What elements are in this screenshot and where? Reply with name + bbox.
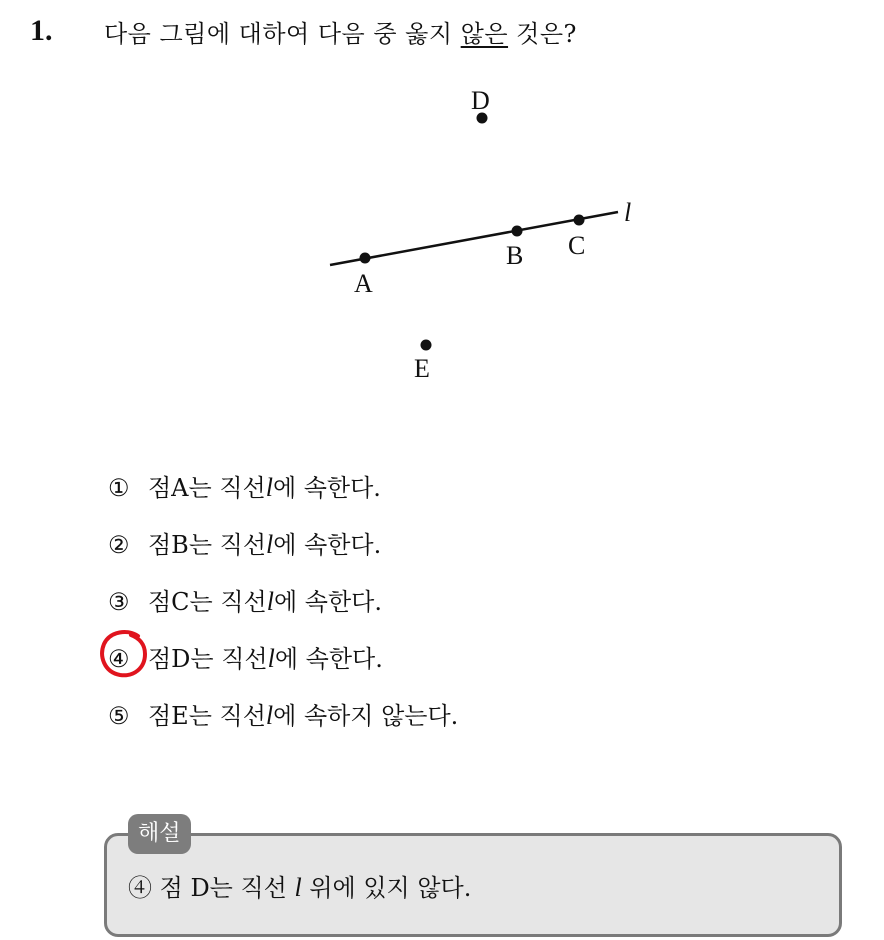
point-d-label: D	[471, 86, 490, 115]
point-c	[574, 215, 585, 226]
solution-variable: l	[294, 873, 302, 902]
choice-text: 점B는 직선	[148, 531, 267, 559]
question-text-underlined: 않은	[460, 20, 509, 48]
point-e	[421, 340, 432, 351]
choice-text: 점D는 직선	[148, 645, 268, 673]
point-a-label: A	[354, 269, 373, 298]
choice-variable: l	[266, 530, 274, 559]
choice-1[interactable]	[108, 470, 381, 506]
solution-text-start: ④ 점 D는 직선	[128, 874, 295, 902]
choice-text-end: 에 속한다.	[273, 531, 382, 559]
choice-number: ①	[108, 474, 130, 502]
choice-variable: l	[265, 701, 274, 730]
solution-text-end: 위에 있지 않다.	[301, 874, 472, 902]
answer-circle-mark	[98, 628, 150, 680]
choice-text: 점A는 직선	[148, 474, 266, 502]
choice-number: ④	[108, 645, 130, 673]
choice-text-end: 에 속한다.	[274, 645, 383, 673]
choice-variable: l	[267, 644, 275, 673]
choice-text-end: 에 속하지 않는다.	[273, 702, 459, 730]
choice-text-end: 에 속한다.	[272, 474, 381, 502]
choice-text: 점E는 직선	[148, 702, 266, 730]
point-b-label: B	[506, 241, 524, 270]
choice-variable: l	[265, 473, 273, 502]
choice-number: ⑤	[108, 702, 130, 730]
solution-tag: 해설	[128, 814, 191, 854]
line-label: l	[624, 198, 632, 227]
choice-2[interactable]	[108, 527, 381, 563]
choice-variable: l	[266, 587, 274, 616]
question-number: 1.	[30, 14, 53, 47]
choice-text-end: 에 속한다.	[273, 588, 382, 616]
choice-number: ③	[108, 588, 130, 616]
choice-3[interactable]	[108, 584, 382, 620]
geometry-figure	[0, 0, 884, 420]
choice-5[interactable]	[108, 698, 458, 734]
point-c-label: C	[568, 231, 586, 260]
point-b	[512, 226, 523, 237]
solution-text	[128, 868, 471, 903]
question-text-before: 다음 그림에 대하여 다음 중 옳지	[104, 20, 461, 48]
point-e-label: E	[414, 354, 430, 383]
question-text-after: 것은?	[508, 20, 577, 48]
choice-number: ②	[108, 531, 130, 559]
choice-text: 점C는 직선	[148, 588, 267, 616]
point-a	[360, 253, 371, 264]
